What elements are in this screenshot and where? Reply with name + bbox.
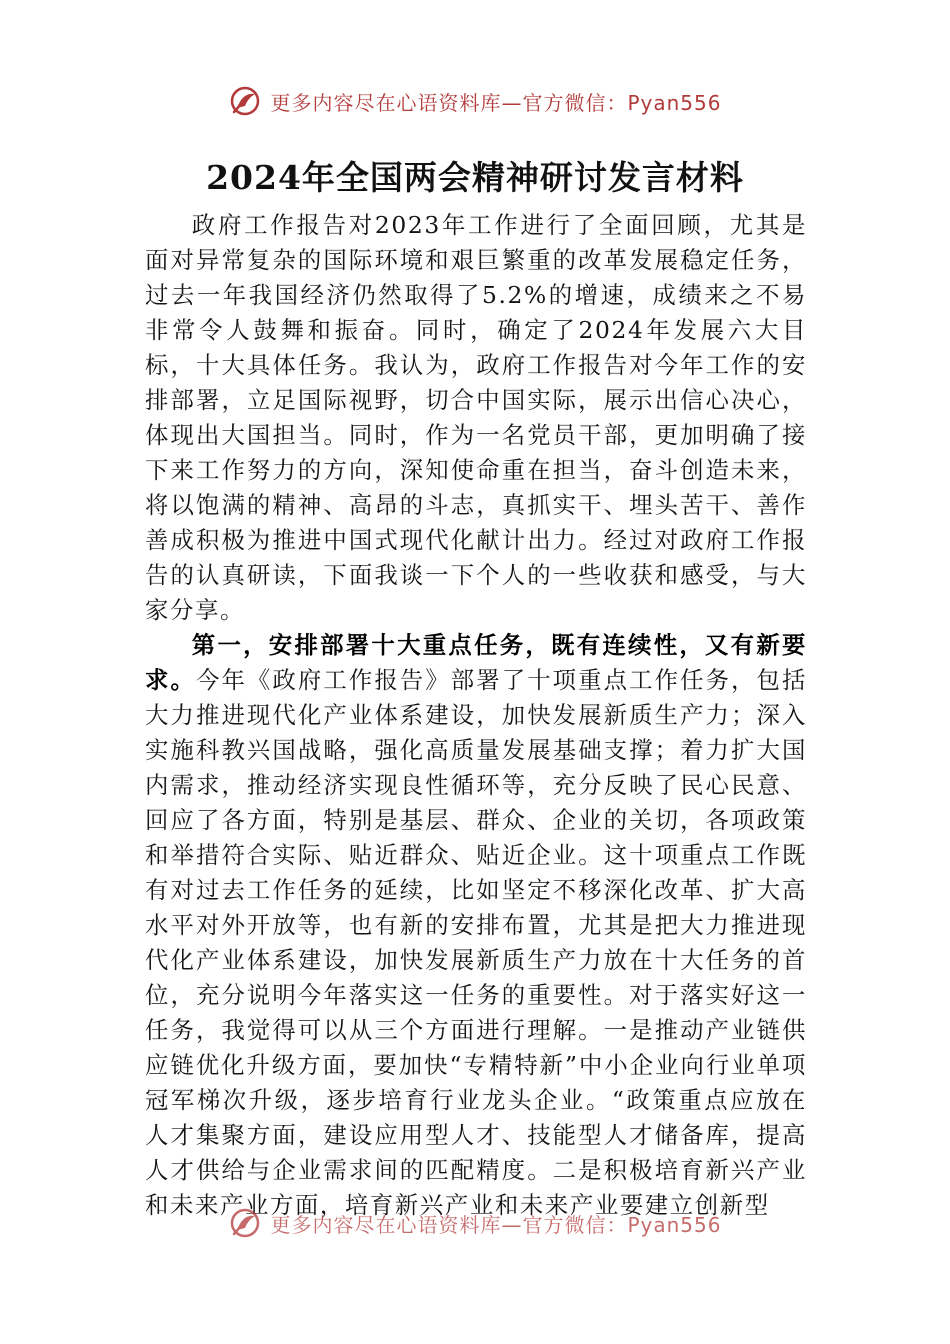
paragraph-heading: 第一，安排部署十大重点任务，既有连续性，又有新要求。 [145, 631, 807, 694]
brand-logo-icon [228, 84, 262, 118]
brand-logo-icon [228, 1206, 262, 1240]
watermark-header [0, 84, 950, 118]
watermark-footer [0, 1206, 950, 1240]
paragraph-point-one [145, 628, 807, 1223]
watermark-text: 更多内容尽在心语资料库—官方微信：Pyan556 [270, 90, 722, 115]
watermark-text: 更多内容尽在心语资料库—官方微信：Pyan556 [270, 1212, 722, 1237]
paragraph-text: 今年《政府工作报告》部署了十项重点工作任务，包括大力推进现代化产业体系建设，加快发展新质生产力；深入实施科教兴国战略，强化高质量发展基础支撑；着力扩大国内需求，推动经济实现良性循环等，充分反映了民心民意、回应了各方面，特别是基层、群众、企业的关切，各项政策和举措符合实际、贴近群众、贴近企业。这十项重点工作既有对过去工作任务的延续，比如坚定不移深化改革、扩大高水平对外开放等，也有新的安排布置，尤其是把大力推进现代化产业体系建设，加快发展新质生产力放在十大任务的首位，充分说明今年落实这一任务的重要性。对于落实好这一任务，我觉得可以从三个方面进行理解。一是推动产业链供应链优化升级方面，要加快“专精特新”中小企业向行业单项冠军梯次升级，逐步培育行业龙头企业。“政策重点应放在人才集聚方面，建设应用型人才、技能型人才储备库，提高人才供给与企业需求间的匹配精度。二是积极培育新兴产业和未来产业方面，培育新兴产业和未来产业要建立创新型 [145, 666, 807, 1219]
paragraph-intro [145, 208, 807, 628]
document-body [145, 208, 807, 1223]
paragraph-text: 政府工作报告对2023年工作进行了全面回顾，尤其是面对异常复杂的国际环境和艰巨繁重的改革发展稳定任务，过去一年我国经济仍然取得了5.2%的增速，成绩来之不易非常令人鼓舞和振奋。同时，确定了2024年发展六大目标，十大具体任务。我认为，政府工作报告对今年工作的安排部署，立足国际视野，切合中国实际，展示出信心决心，体现出大国担当。同时，作为一名党员干部，更加明确了接下来工作努力的方向，深知使命重在担当，奋斗创造未来，将以饱满的精神、高昂的斗志，真抓实干、埋头苦干、善作善成积极为推进中国式现代化献计出力。经过对政府工作报告的认真研读，下面我谈一下个人的一些收获和感受，与大家分享。 [145, 211, 807, 624]
page-title: 2024年全国两会精神研讨发言材料 [206, 158, 744, 197]
